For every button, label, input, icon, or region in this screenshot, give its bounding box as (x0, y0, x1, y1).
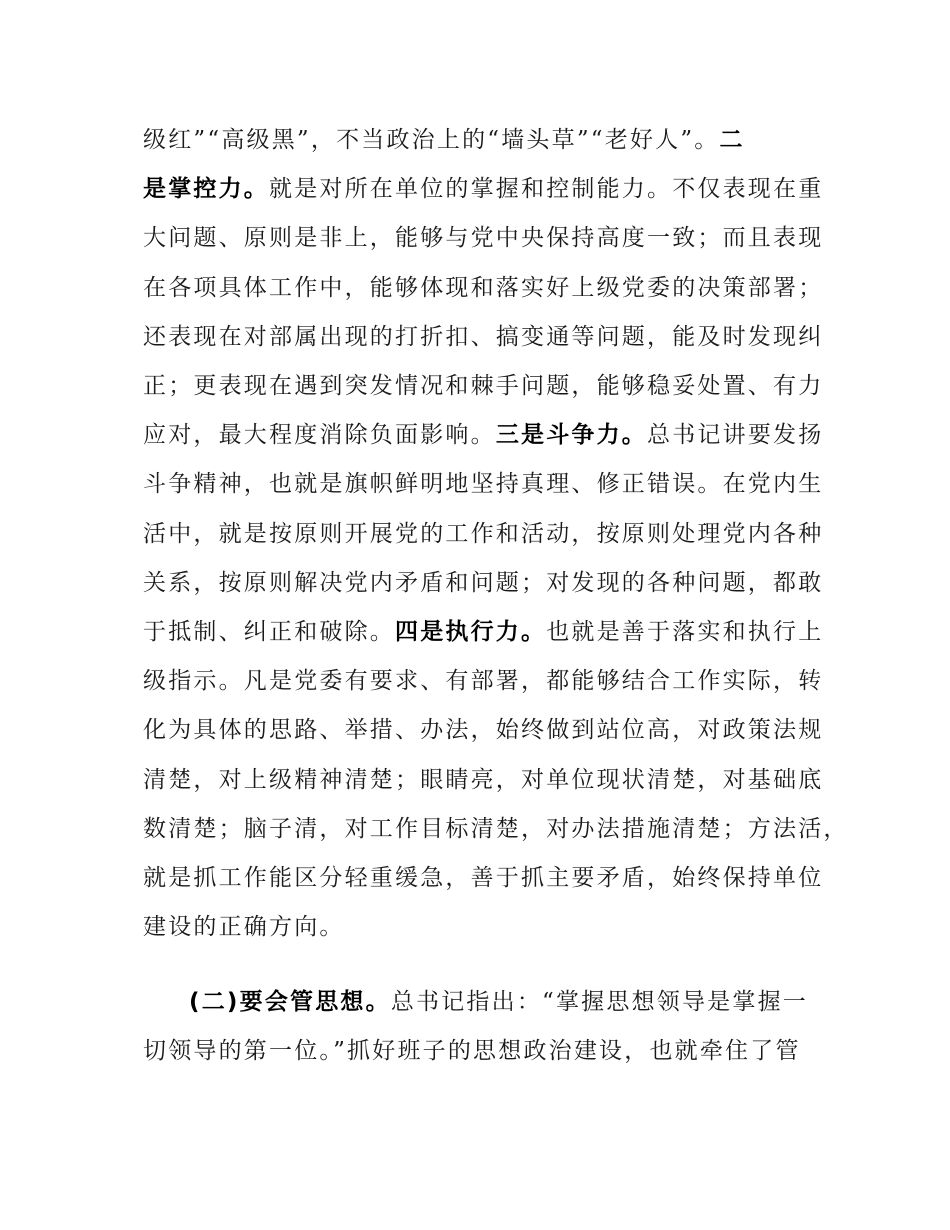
body-text: 就是对所在单位的掌握和控制能力。不仅表现在重 (269, 176, 824, 202)
body-text: 级指示。凡是党委有要求、有部署，都能够结合工作实际，转 (143, 668, 824, 694)
body-text: 在各项具体工作中，能够体现和落实好上级党委的决策部署； (143, 275, 824, 301)
text-line (143, 813, 849, 845)
text-line (143, 419, 823, 451)
text-line (143, 518, 823, 550)
body-text: 切领导的第一位。”抓好班子的思想政治建设，也就牵住了管 (143, 1038, 801, 1064)
bold-heading-text: (二)要会管思想。 (189, 989, 391, 1015)
body-text: 总书记指出：“掌握思想领导是掌握一 (390, 989, 808, 1015)
text-line (143, 468, 823, 500)
text-line (189, 986, 808, 1018)
body-text: 总书记讲要发扬 (647, 422, 824, 448)
body-text: 大问题、原则是非上，能够与党中央保持高度一致；而且表现 (143, 225, 824, 251)
body-text: 清楚，对上级精神清楚；眼睛亮，对单位现状清楚，对基础底 (143, 767, 824, 793)
text-line (143, 321, 823, 353)
text-line (143, 272, 823, 304)
bold-heading-text: 二 (719, 127, 745, 153)
body-text: 数清楚；脑子清，对工作目标清楚，对办法措施清楚；方法活， (143, 816, 849, 842)
body-text: 化为具体的思路、举措、办法，始终做到站位高，对政策法规 (143, 717, 824, 743)
text-line (143, 222, 823, 254)
body-text: 应对，最大程度消除负面影响。 (143, 422, 496, 448)
body-text: 就是抓工作能区分轻重缓急，善于抓主要矛盾，始终保持单位 (143, 865, 824, 891)
text-line (143, 1035, 801, 1067)
text-line (143, 370, 823, 402)
text-line (143, 173, 823, 205)
bold-heading-text: 是掌控力。 (143, 176, 269, 202)
text-line (143, 862, 823, 894)
body-text: 也就是善于落实和执行上 (546, 619, 824, 645)
text-line (143, 567, 823, 599)
body-text: 于抵制、纠正和破除。 (143, 619, 395, 645)
body-text: 建设的正确方向。 (143, 914, 345, 940)
bold-heading-text: 四是执行力。 (395, 619, 547, 645)
text-line (143, 911, 345, 943)
text-line (143, 714, 823, 746)
text-line (143, 124, 745, 156)
text-line (143, 764, 823, 796)
body-text: 活中，就是按原则开展党的工作和活动，按原则处理党内各种 (143, 521, 824, 547)
text-line (143, 665, 823, 697)
body-text: 级红”“高级黑”，不当政治上的“墙头草”“老好人”。 (143, 127, 720, 153)
body-text: 正；更表现在遇到突发情况和棘手问题，能够稳妥处置、有力 (143, 373, 824, 399)
text-line (143, 616, 823, 648)
bold-heading-text: 三是斗争力。 (495, 422, 648, 448)
body-text: 关系，按原则解决党内矛盾和问题；对发现的各种问题，都敢 (143, 570, 824, 596)
body-text: 斗争精神，也就是旗帜鲜明地坚持真理、修正错误。在党内生 (143, 471, 824, 497)
body-text: 还表现在对部属出现的打折扣、搞变通等问题，能及时发现纠 (143, 324, 824, 350)
